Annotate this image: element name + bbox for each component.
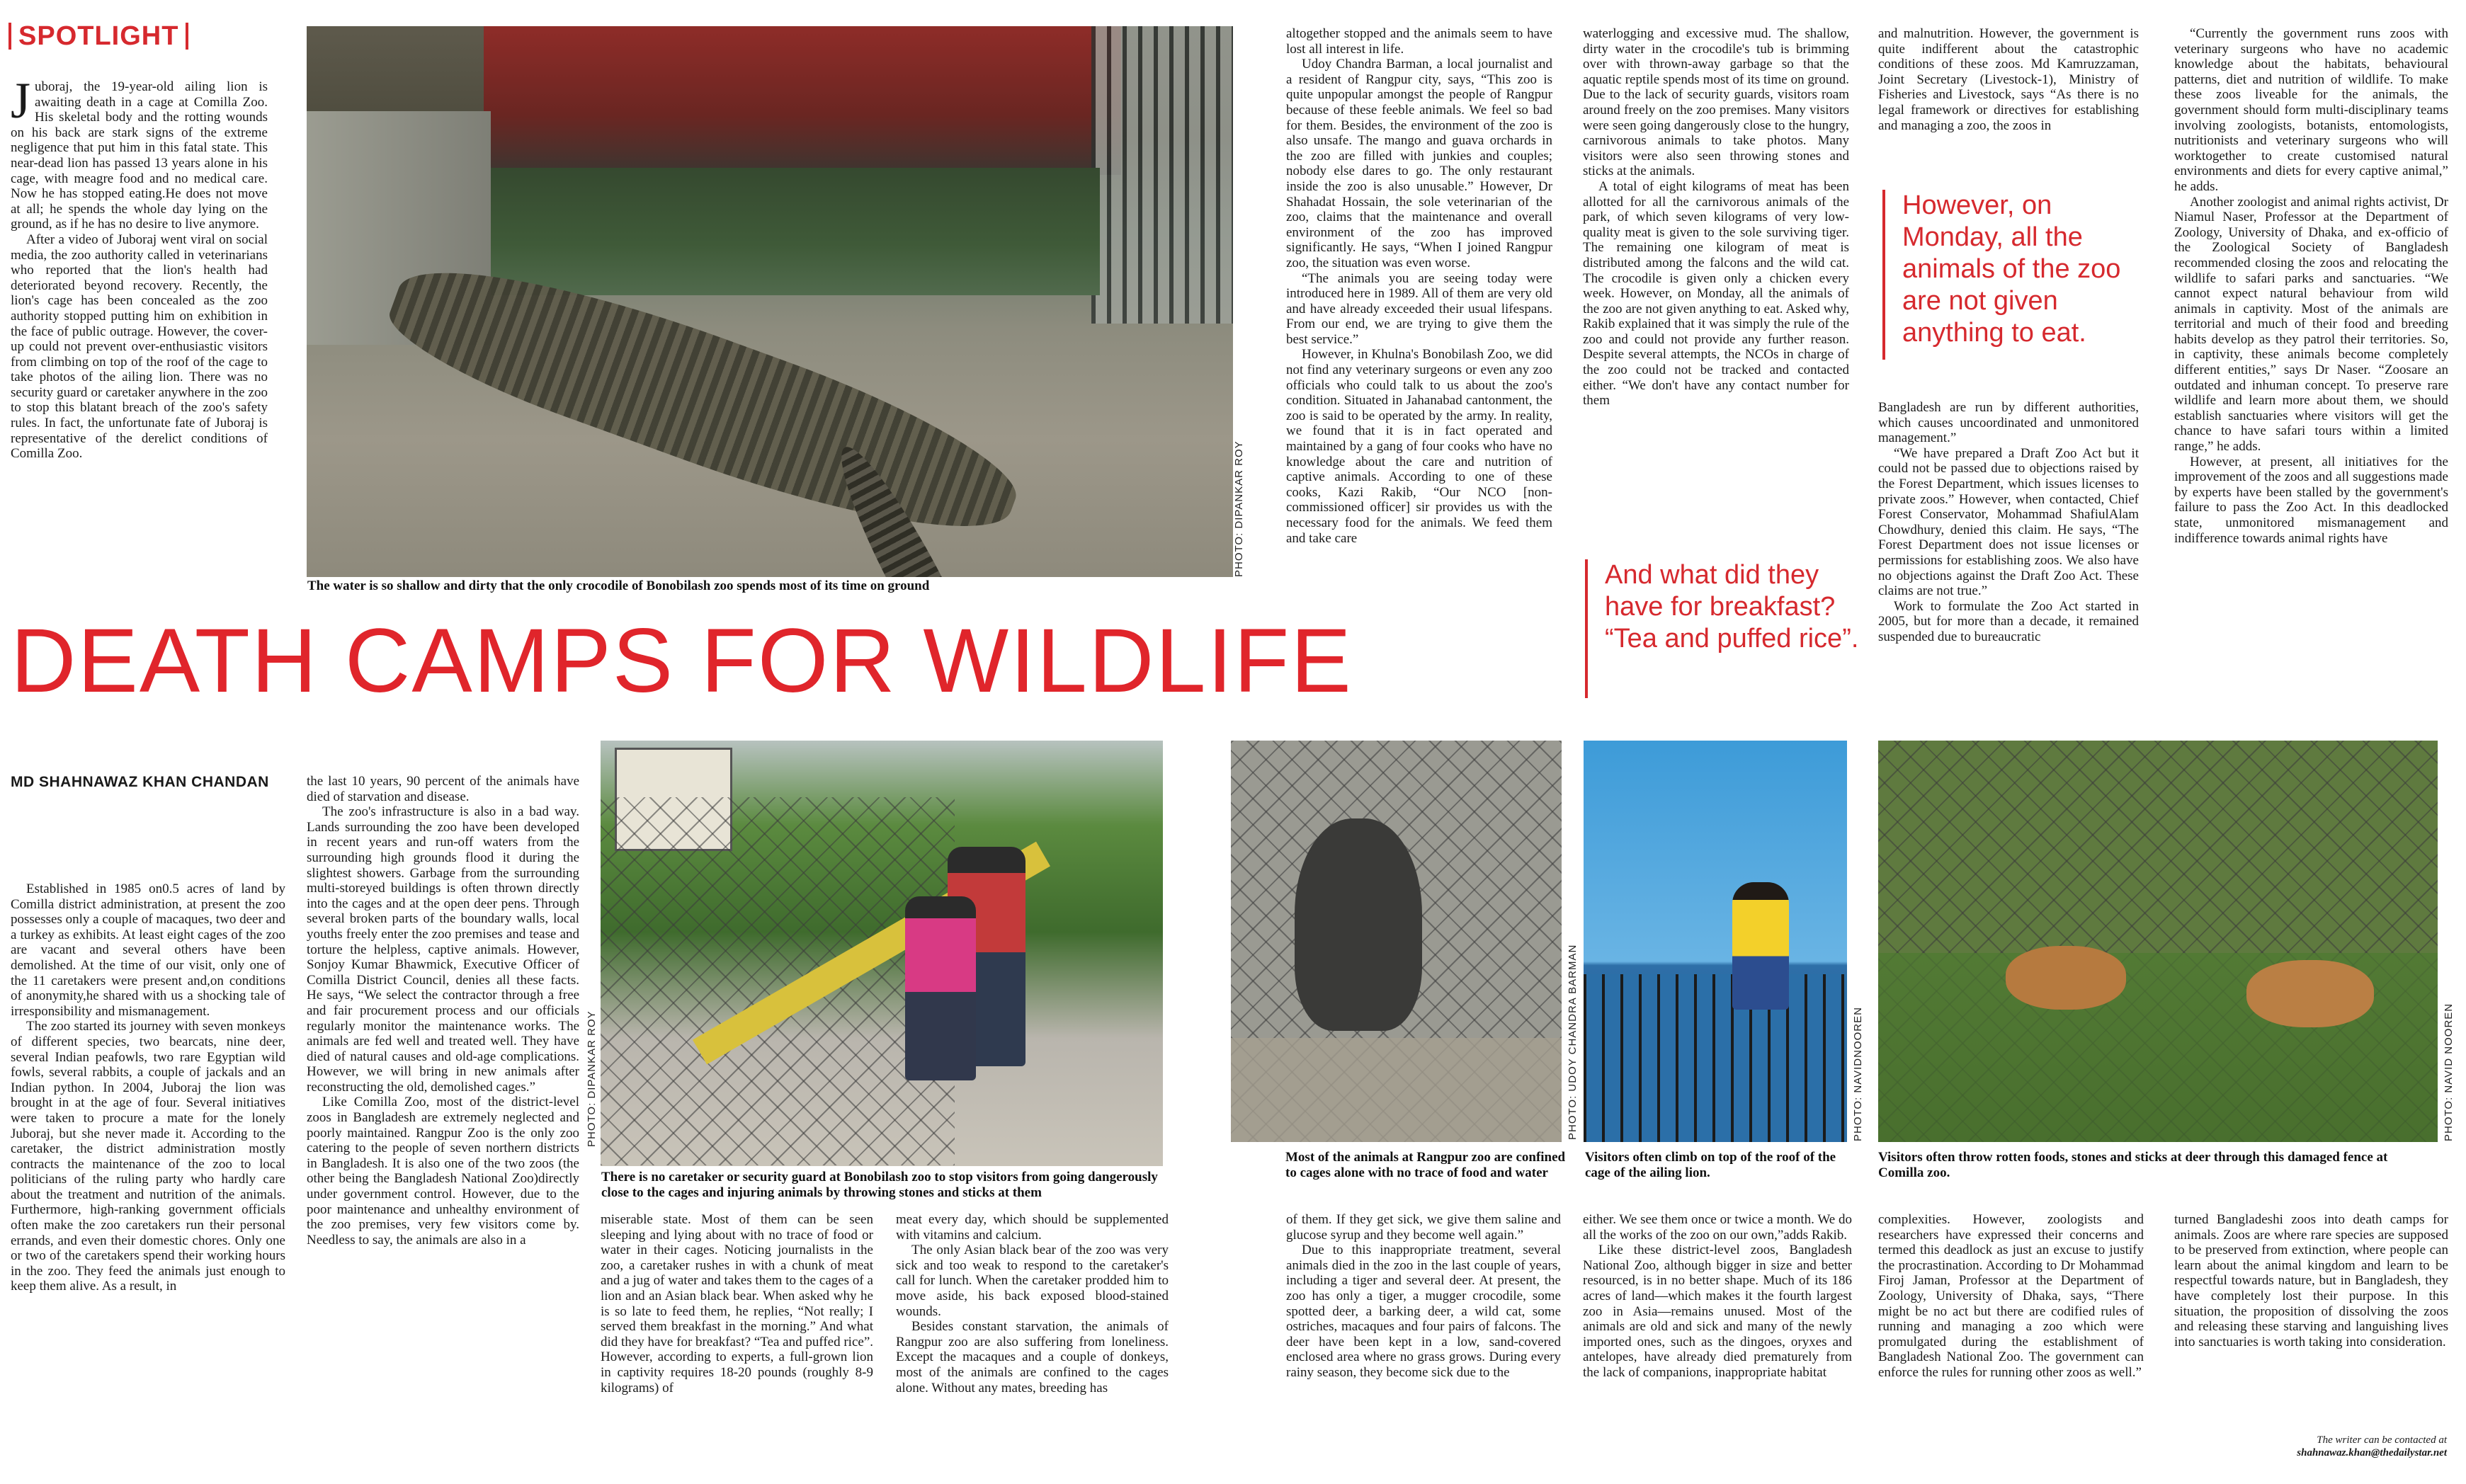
cage-roof-photo	[1584, 741, 1847, 1142]
paragraph: Another zoologist and animal rights activist, Dr Niamul Naser, Professor at the Department of Zoology, University of Dhaka, and ex-officio of the Zoological Society of Bangladesh recommended closing the zoos and relocating the wildlife to safari parks and sanctuaries. “We cannot expect natural behaviour from wild animals in captivity. Most of the animals are territorial and much of their food and breeding habits develop as they patrol their territories. So, in captivity, these animals become completely different entities,” says Dr Naser. “Zoosare an outdated and inhuman concept. To preserve rare wildlife and learn more about them, we should establish sanctuaries where visitors will get the chance to have safari tours within a limited range,” he adds.	[2174, 194, 2448, 455]
cage-roof-photo-caption: Visitors often climb on top of the roof of the cage of the ailing lion.	[1585, 1150, 1836, 1180]
visitors-photo-caption: There is no caretaker or security guard at Bonobilash zoo to stop visitors from going dangerously close to the cages and injuring animals by throwing stones and sticks at them	[601, 1170, 1158, 1200]
paragraph: Bangladesh are run by different authorities, which causes uncoordinated and unmonitored management.”	[1878, 400, 2139, 446]
section-bar-right	[186, 23, 188, 50]
paragraph: Besides constant starvation, the animals of Rangpur zoo are also suffering from loneliness. Except the macaques and a couple of donkeys, most of the animals are confined to the cages alone. Without any mates, breeding has	[896, 1319, 1169, 1395]
bottom-column-5	[1286, 1212, 1561, 1481]
cage-bars	[1091, 26, 1233, 324]
top-column-6	[2174, 26, 2448, 720]
deer-photo-caption: Visitors often throw rotten foods, stones and sticks at deer through this damaged fence at Comilla zoo.	[1878, 1150, 2388, 1180]
climbing-boy	[1732, 882, 1789, 1010]
paragraph: The zoo started its journey with seven monkeys of different species, two bearcats, nine deer, several Indian peafowls, two rare Egyptian wild fowls, several rabbits, a couple of jackals and an Indian python. In 2004, Juboraj the lion was brought in at the age of four. Several initiatives were taken to procure a mate for the lonely Juboraj, but she never made it. According to the caretaker, the district administration mostly contracts the maintenance of the zoo to local politicians of the ruling party who hardly care about the treatment and nutrition of the animals. Furthermore, high-ranking government officials often make the zoo caretakers run their personal errands, and even their domestic chores. Only one or two of the caretakers spend their working hours in the zoo. They feed the animals just enough to keep them alive. As a result, in	[11, 1019, 285, 1294]
bear-floor	[1231, 1038, 1562, 1142]
top-column-3	[1286, 26, 1552, 720]
paragraph: altogether stopped and the animals seem to have lost all interest in life.	[1286, 26, 1552, 57]
paragraph: However, at present, all initiatives for the improvement of the zoos and all suggestions made by experts have been stalled by the government's failure to pass the Zoo Act. In this deadlocked state, unmonitored mismanagement and indifference towards animal rights have	[2174, 454, 2448, 546]
paragraph: and malnutrition. However, the government is quite indifferent about the catastrophic conditions of these zoos. Md Kamruzzaman, Joint Secretary (Livestock-1), Ministry of Fisheries and Livestock, says “As there is no legal framework or directives for establishing and managing a zoo, the zoos in	[1878, 26, 2139, 133]
paragraph: Udoy Chandra Barman, a local journalist and a resident of Rangpur city, says, “This zoo is quite unpopular amongst the people of Rangpur because of these feeble animals. We feel so bad for them. Besides, the environment of the zoo is also unsafe. The mango and guava orchards in the zoo are filled with junkies and couples; nobody else dares to go. The only restaurant inside the zoo is also unusable.” However, Dr Shahadat Hossain, the sole veterinarian of the zoo, claims that the maintenance and overall environment of the zoo has improved significantly. He says, “When I joined Rangpur zoo, the situation was even worse.	[1286, 57, 1552, 270]
paragraph: complexities. However, zoologists and researchers have expressed their concerns and termed this deadlock as just an excuse to justify the procrastination. According to Dr Mohammad Firoj Jaman, Professor at the Department of Zoology, University of Dhaka, says, “There might be no act but there are codified rules of running and managing a zoo which were promulgated during the establishment of Bangladesh National Zoo. The government can enforce the rules for running other zoos as well.”	[1878, 1212, 2144, 1380]
cage-back-wall	[484, 26, 1121, 175]
paragraph: “We have prepared a Draft Zoo Act but it could not be passed due to objections raised by the Forest Department, which issues licenses to private zoos.” However, when contacted, Chief Forest Conservator, Mohammad ShafiulAlam Chowdhury, denied this claim. He says, “The Forest Department does not issue licenses or permissions for establishing zoos. We also have no objections against the Draft Zoo Act. These claims are not true.”	[1878, 445, 2139, 599]
byline: MD SHAHNAWAZ KHAN CHANDAN	[11, 774, 269, 790]
paragraph: miserable state. Most of them can be seen sleeping and lying about with no trace of food or water in their cages. Noticing journalists in the zoo, a caretaker rushes in with a chunk of meat and a jug of water and takes them to the cages of a lion and an Asian black bear. When asked why he is so late to feed them, he replies, “Not really; I served them breakfast in the morning.” And what did they have for breakfast? “Tea and puffed rice”. However, according to experts, a full-grown lion in captivity requires 18-20 pounds (roughly 8-9 kilograms) of	[601, 1212, 873, 1395]
boy-pink	[905, 896, 976, 1080]
crocodile-photo	[307, 26, 1233, 577]
top-column-5b	[1878, 400, 2139, 719]
drop-cap: J	[11, 79, 31, 129]
cage-fence	[601, 797, 955, 1165]
paragraph: “Currently the government runs zoos with veterinary surgeons who have no academic knowledge about the habitats, behavioural patterns, diet and nutrition of wildlife. To make these zoos liveable for the animals, the government should form multi-disciplinary teams involving zoologists, botanists, entomologists, nutritionists and veterinary surgeons who will worktogether to create customised natural environments and diets for every captive animal,” he adds.	[2174, 26, 2448, 194]
section-tag	[8, 21, 188, 51]
paragraph: waterlogging and excessive mud. The shallow, dirty water in the crocodile's tub is brimming over with thrown-away garbage so that the aquatic reptile spends most of its time on ground. Due to the lack of security guards, visitors roam around freely on the zoo premises. Many visitors were seen going dangerously close to the hungry, carnivorous animals to take photos. Many visitors were also seen throwing stones and sticks at the animals.	[1583, 26, 1849, 179]
paragraph: Work to formulate the Zoo Act started in 2005, but for more than a decade, it remained suspended due to bureaucratic	[1878, 598, 2139, 644]
contact-line-1: The writer can be contacted at	[2317, 1434, 2447, 1446]
bear-photo-credit: PHOTO: UDOY CHANDRA BARMAN	[1567, 944, 1579, 1140]
bottom-column-6	[1583, 1212, 1852, 1481]
paragraph: Like these district-level zoos, Bangladesh National Zoo, although bigger in size and better resourced, is in no better shape. Much of its 186 acres of land—which makes it the fourth largest zoo in Asia—remains unused. Most of the animals are old and sick and many of the newly imported ones, such as the dingoes, oryxes and antelopes, have already died prematurely from the lack of companions, inappropriate habitat	[1583, 1243, 1852, 1380]
bottom-column-4	[896, 1212, 1169, 1481]
paragraph: of them. If they get sick, we give them saline and glucose syrup and they become well again.”	[1286, 1212, 1561, 1243]
bottom-column-7	[1878, 1212, 2144, 1481]
deer-1	[2006, 946, 2126, 1010]
visitors-photo-credit: PHOTO: DIPANKAR ROY	[586, 1010, 598, 1147]
paragraph: either. We see them once or twice a month. We do all the works of the zoo on our own,”adds Rakib.	[1583, 1212, 1852, 1243]
headline: DEATH CAMPS FOR WILDLIFE	[11, 610, 1353, 712]
paragraph: meat every day, which should be supplemented with vitamins and calcium.	[896, 1212, 1169, 1243]
top-column-5a	[1878, 26, 2139, 178]
pull-quote-monday: However, on Monday, all the animals of the zoo are not given anything to eat.	[1882, 190, 2154, 360]
deer-photo-credit: PHOTO: NAVID NOOREN	[2443, 1003, 2455, 1141]
bottom-column-3	[601, 1212, 873, 1481]
crocodile-photo-credit: PHOTO: DIPANKAR ROY	[1233, 440, 1245, 577]
cage-roof	[1584, 974, 1847, 1142]
paragraph: “The animals you are seeing today were introduced here in 1989. All of them are very old and have already exceeded their usual lifespans. From our end, we are trying to give them the best service.”	[1286, 270, 1552, 347]
bottom-column-1	[11, 881, 285, 1480]
bear-photo	[1231, 741, 1562, 1142]
paragraph: turned Bangladeshi zoos into death camps for animals. Zoos are where rare species are supposed to be preserved from extinction, where people can learn about the animal kingdom and learn to be respectful towards nature, but in Bangladesh, they have completely lost their purpose. In this situation, the proposition of dissolving the zoos and releasing these starving and languishing lives into sanctuaries is worth taking into consideration.	[2174, 1212, 2448, 1349]
paragraph: Established in 1985 on0.5 acres of land by Comilla district administration, at present the zoo possesses only a couple of macaques, two deer and a turkey as exhibits. At least eight cages of the zoo are vacant and several others have been demolished. At the time of our visit, only one of the 11 caretakers were present and,on conditions of anonymity,he shared with us a shocking tale of irresponsibility and mismanagement.	[11, 881, 285, 1019]
intro-paragraph	[11, 79, 268, 232]
intro-paragraph-2: After a video of Juboraj went viral on social media, the zoo authority called in veterinarians who reported that the lion's health had deteriorated beyond recovery. Recently, the lion's cage has been concealed as the zoo authority stopped putting him on exhibition in the face of public outrage. However, the cover-up could not prevent over-enthusiastic visitors from climbing on top of the roof of the cage to take photos of the ailing lion. There was no security guard or caretaker anywhere in the zoo to stop this blatant breach of the zoo's safety rules. In fact, the unfortunate fate of Juboraj is representative of the derelict conditions of Comilla Zoo.	[11, 232, 268, 462]
bear-photo-caption: Most of the animals at Rangpur zoo are confined to cages alone with no trace of food and water	[1285, 1150, 1566, 1180]
section-label: SPOTLIGHT	[18, 21, 179, 51]
cage-roof-photo-credit: PHOTO: NAVIDNOOREN	[1852, 1007, 1864, 1141]
paragraph: Like Comilla Zoo, most of the district-level zoos in Bangladesh are extremely neglected and poorly maintained. Rangpur Zoo is the only zoo catering to the people of seven northern districts in Bangladesh. It is also one of the two zoos (the other being the Bangladesh National Zoo)directly under government control. However, due to the poor maintenance and unhealthy environment of the zoo premises, very few visitors come by. Needless to say, the animals are also in a	[307, 1095, 579, 1248]
paragraph: The zoo's infrastructure is also in a bad way. Lands surrounding the zoo have been developed in recent years and run-off waters from the surrounding high grounds flood it during the slightest showers. Garbage from the surrounding multi-storeyed buildings is often thrown directly into the cages and at the open deer pens. Through several broken parts of the boundary walls, local youths freely enter the zoo premises and tease and torture the helpless, captive animals. However, Sonjoy Kumar Bhawmick, Executive Officer of Comilla District Council, denies all these facts. He says, “We select the contractor through a free and fair procurement process and our officials regularly monitor the maintenance works. The animals are fed well and treated well. They have died of natural causes and old-age complications. However, we will bring in new animals after reconstructing the old, demolished cages.”	[307, 804, 579, 1095]
intro-column	[11, 79, 268, 639]
crocodile-photo-caption: The water is so shallow and dirty that the only crocodile of Bonobilash zoo spends most of its time on ground	[307, 578, 930, 593]
bear-shape	[1295, 818, 1422, 1031]
water-tub	[477, 168, 1100, 295]
paragraph: However, in Khulna's Bonobilash Zoo, we did not find any veterinary surgeons or even any zoo officials who could talk to us about the zoo's condition. Situated in Jahanabad cantonment, the zoo is said to be operated by the army. In reality, we found that it is in fact operated and maintained by a gang of four cooks who have no knowledge about the care and nutrition of captive animals. According to one of these cooks, Kazi Rakib, “Our NCO [non-commissioned officer] sir provides us with the necessary food for the animals. We feed them and take care	[1286, 347, 1552, 546]
deer-photo	[1878, 741, 2438, 1142]
section-bar-left	[8, 23, 11, 50]
pull-quote-breakfast: And what did they have for breakfast? “Tea and puffed rice”.	[1585, 559, 1863, 698]
paragraph: the last 10 years, 90 percent of the animals have died of starvation and disease.	[307, 774, 579, 804]
paragraph: A total of eight kilograms of meat has been allotted for all the carnivorous animals of the park, of which seven kilograms of very low-quality meat is given to the sole surviving tiger. The remaining one kilogram of meat is distributed among the falcons and the wild cat. The crocodile is given only a chicken every week. However, on Monday, all the animals of the zoo are not given anything to eat. Asked why, Rakib explained that it was simply the rule of the zoo and could not provide any further reason. Despite several attempts, the NCOs in charge of the zoo could not be tracked and contacted either. “We don't have any contact number for them	[1583, 178, 1849, 409]
top-column-4	[1583, 26, 1849, 571]
bottom-column-8	[2174, 1212, 2448, 1432]
deer-2	[2246, 960, 2374, 1027]
bottom-column-2	[307, 774, 579, 1480]
paragraph: The only Asian black bear of the zoo was very sick and too weak to respond to the caretaker's call for lunch. When the caretaker prodded him to move aside, his back exposed blood-stained wounds.	[896, 1243, 1169, 1319]
paragraph: Due to this inappropriate treatment, several animals died in the zoo in the last couple of years, including a tiger and several deer. At present, the zoo has only a tiger, a mugger crocodile, some spotted deer, a barking deer, a wild cat, some ostriches, macaques and four pairs of falcons. The deer have been kept in a low, sand-covered enclosed area where no grass grows. During every rainy season, they become sick due to the	[1286, 1243, 1561, 1380]
contact-note	[2210, 1434, 2447, 1459]
visitors-photo	[601, 741, 1163, 1166]
intro-text: uboraj, the 19-year-old ailing lion is awaiting death in a cage at Comilla Zoo. His skeletal body and the rotting wounds on his back are stark signs of the extreme negligence that put him in this fatal state. This near-dead lion has passed 13 years alone in his cage, with meagre food and no medical care. Now he has stopped eating.He does not move at all; he spends the whole day lying on the ground, as if he has no desire to live anymore.	[11, 79, 268, 232]
contact-email: shahnawaz.khan@thedailystar.net	[2297, 1447, 2447, 1459]
